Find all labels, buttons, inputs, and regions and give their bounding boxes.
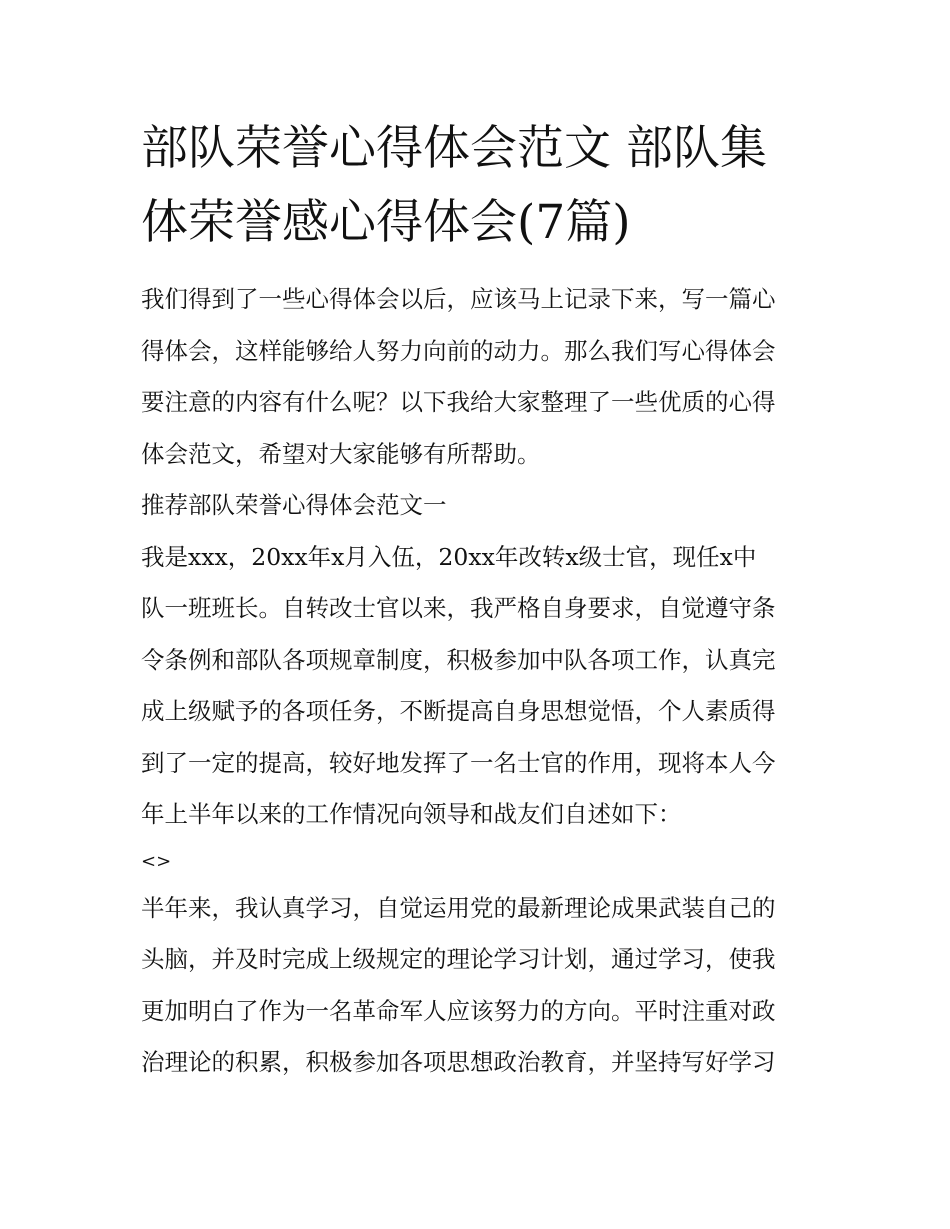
title-line: 体荣誉感心得体会(7篇): [141, 195, 631, 250]
text-line: 治理论的积累，积极参加各项思想政治教育，并坚持写好学习: [141, 1048, 776, 1076]
text-line: 要注意的内容有什么呢？以下我给大家整理了一些优质的心得: [141, 388, 776, 416]
text-line: 体会范文，希望对大家能够有所帮助。: [141, 439, 541, 468]
text-line: 年上半年以来的工作情况向领导和战友们自述如下：: [141, 800, 682, 828]
text-line: 得体会，这样能够给人努力向前的动力。那么我们写心得体会: [141, 336, 776, 365]
body-paragraph-2: [141, 883, 813, 1089]
section-heading: 推荐部队荣誉心得体会范文一: [141, 491, 447, 519]
intro-paragraph: [141, 274, 813, 480]
text-line: 更加明白了作为一名革命军人应该努力的方向。平时注重对政: [141, 996, 776, 1025]
text-line: 到了一定的提高，较好地发挥了一名士官的作用，现将本人今: [141, 748, 776, 777]
placeholder-mark: <>: [141, 850, 172, 872]
text-line: 半年来，我认真学习，自觉运用党的最新理论成果武装自己的: [141, 893, 776, 922]
body-paragraph-1: [141, 532, 813, 841]
text-line: 头脑，并及时完成上级规定的理论学习计划，通过学习，使我: [141, 945, 776, 973]
text-line: 令条例和部队各项规章制度，积极参加中队各项工作，认真完: [141, 645, 776, 674]
text-line: 我们得到了一些心得体会以后，应该马上记录下来，写一篇心: [141, 285, 776, 313]
title-line: 部队荣誉心得体会范文 部队集: [141, 121, 767, 176]
text-line: 我是xxx，20xx年x月入伍，20xx年改转x级士官，现任x中: [141, 542, 757, 571]
document-page: [141, 112, 813, 1089]
text-line: 成上级赋予的各项任务，不断提高自身思想觉悟，个人素质得: [141, 697, 776, 725]
text-line: 队一班班长。自转改士官以来，我严格自身要求，自觉遵守条: [141, 594, 776, 622]
document-title: [141, 112, 813, 260]
